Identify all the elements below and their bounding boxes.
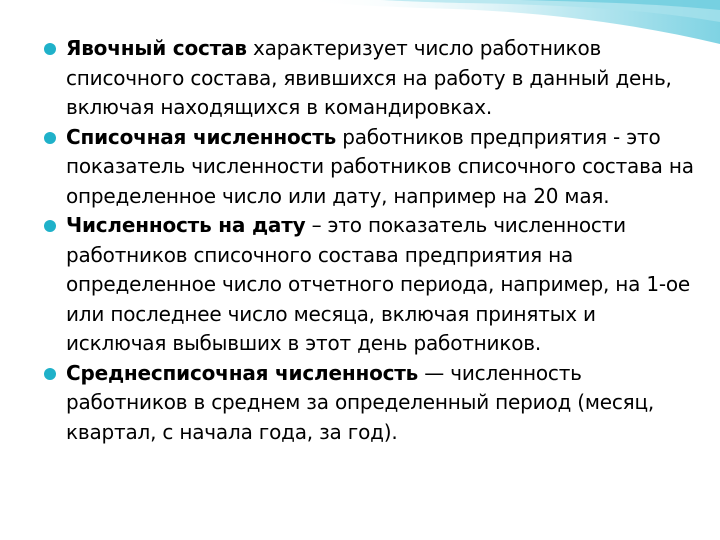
bullet-text: характеризует число работников списочного состава, явившихся на работу в данный день, включая находящихся в командировках.	[66, 36, 672, 119]
bullet-term: Списочная численность	[66, 124, 337, 149]
bullet-dot-icon	[44, 368, 56, 380]
bullet-term: Явочный состав	[66, 36, 247, 60]
bullet-term: Численность на дату	[66, 213, 306, 237]
bullet-text: работников предприятия - это показатель численности работников списочного состава на определенное число или дату, например на 20 мая.	[66, 124, 694, 208]
bullet-dot-icon	[44, 132, 56, 144]
bullet-item	[44, 123, 694, 212]
bullet-term: Среднесписочная численность	[66, 360, 419, 385]
bullet-list	[44, 34, 694, 447]
bullet-item	[44, 211, 694, 359]
bullet-dot-icon	[44, 43, 56, 55]
bullet-text: – это показатель численности работников списочного состава предприятия на определенное число отчетного периода, например, на 1-ое или последнее число месяца, включая принятых и исключая выбывших в этот день работников.	[66, 213, 691, 355]
bullet-text: — численность работников в среднем за определенный период (месяц, квартал, с начала года, за год).	[66, 360, 655, 444]
bullet-item	[44, 34, 694, 123]
bullet-dot-icon	[44, 220, 56, 232]
bullet-item	[44, 359, 694, 448]
